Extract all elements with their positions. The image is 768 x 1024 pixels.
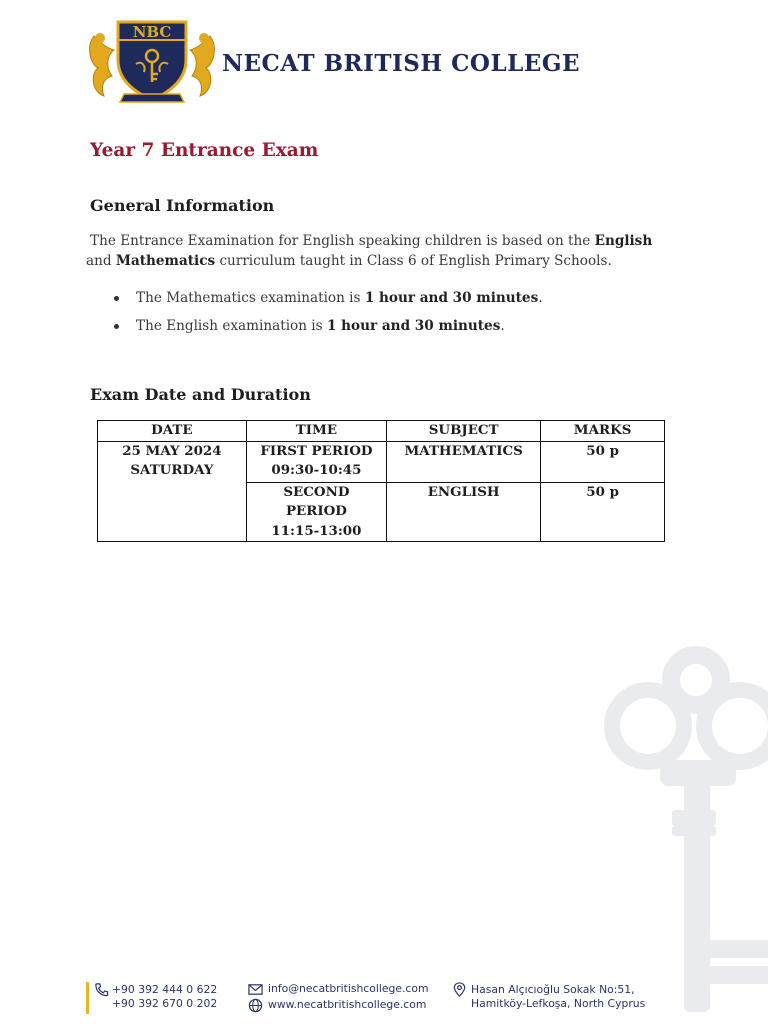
column-header-subject: SUBJECT (387, 421, 541, 442)
date-cell: 25 MAY 2024 SATURDAY (98, 441, 247, 542)
exam-schedule-table (97, 420, 665, 542)
globe-icon (248, 998, 263, 1013)
intro-bold-mathematics: Mathematics (115, 253, 216, 269)
general-information-heading: General Information (90, 196, 275, 215)
subject-cell: ENGLISH (387, 482, 541, 542)
address-line-2: Hamitköy-Lefkoşa, North Cyprus (471, 997, 646, 1010)
logo-initials: NBC (132, 23, 172, 41)
address-line-1: Hasan Alçıcıoğlu Sokak No:51, (471, 983, 635, 996)
column-header-marks: MARKS (541, 421, 665, 442)
column-header-date: DATE (98, 421, 247, 442)
table-row (98, 441, 665, 482)
column-header-time: TIME (246, 421, 386, 442)
phone-number-1[interactable]: +90 392 444 0 622 (112, 983, 218, 996)
intro-paragraph (86, 231, 680, 271)
footer (86, 978, 686, 1018)
header (86, 16, 606, 110)
time-cell: FIRST PERIOD 09:30-10:45 (246, 441, 386, 482)
college-crest-logo (86, 16, 218, 108)
marks-cell: 50 p (541, 441, 665, 482)
website-link[interactable]: www.necatbritishcollege.com (268, 998, 427, 1011)
location-pin-icon (452, 982, 467, 997)
intro-text: curriculum taught in Class 6 of English Primary Schools. (215, 253, 612, 269)
exam-duration-list (90, 288, 680, 344)
footer-accent-bar (86, 982, 89, 1014)
marks-cell: 50 p (541, 482, 665, 542)
college-name: NECAT BRITISH COLLEGE (222, 50, 580, 77)
mail-icon (248, 982, 263, 997)
subject-cell: MATHEMATICS (387, 441, 541, 482)
intro-bold-english: English (594, 233, 653, 249)
page-title: Year 7 Entrance Exam (90, 140, 319, 161)
exam-date-duration-heading: Exam Date and Duration (90, 385, 311, 404)
list-item: The English examination is 1 hour and 30 minutes. (90, 316, 680, 344)
phone-icon (94, 982, 109, 997)
intro-text: The Entrance Examination for English speaking children is based on the (90, 233, 595, 249)
intro-text: and (86, 253, 116, 269)
time-cell: SECOND PERIOD 11:15-13:00 (246, 482, 386, 542)
list-item: The Mathematics examination is 1 hour and 30 minutes. (90, 288, 680, 316)
key-watermark-icon (600, 640, 768, 1024)
phone-number-2[interactable]: +90 392 670 0 202 (112, 997, 218, 1010)
table-header-row (98, 421, 665, 442)
email-link[interactable]: info@necatbritishcollege.com (268, 982, 429, 995)
